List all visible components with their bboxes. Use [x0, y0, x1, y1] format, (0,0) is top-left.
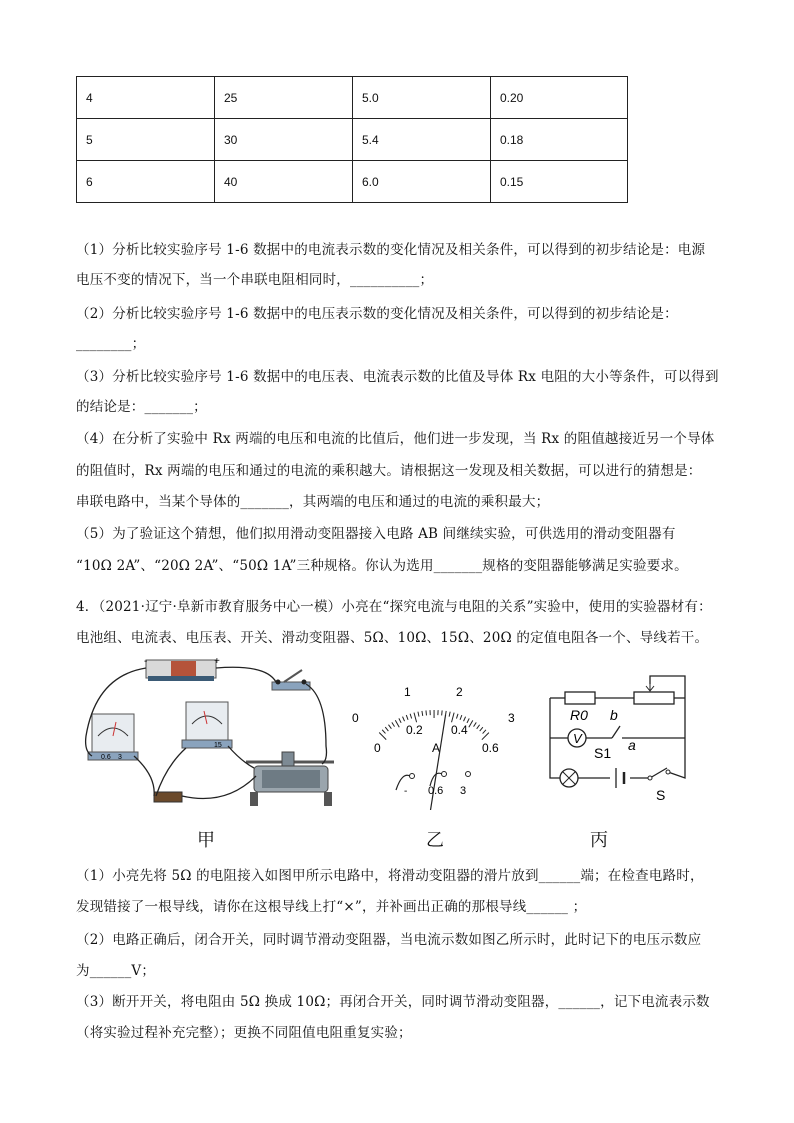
table-cell: 4 — [77, 77, 215, 119]
dial-top-label: 3 — [508, 711, 515, 725]
table-cell: 0.18 — [491, 119, 628, 161]
table-cell: 40 — [215, 161, 353, 203]
dial-unit-label: A — [432, 741, 441, 755]
table-cell: 5.0 — [353, 77, 491, 119]
label-b: b — [610, 707, 618, 723]
table-cell: 6.0 — [353, 161, 491, 203]
q3-line: （1）分析比较实验序号 1-6 数据中的电流表示数的变化情况及相关条件，可以得到的初步结论是：电源 — [76, 242, 706, 258]
switch-icon — [272, 670, 310, 690]
label-r0: R0 — [570, 707, 588, 723]
table-row — [77, 119, 628, 161]
label-v: V — [573, 731, 582, 746]
q3-line: 的结论是：_______； — [76, 399, 207, 415]
q4-line: （3）断开开关，将电阻由 5Ω 换成 10Ω；再闭合开关，同时调节滑动变阻器，______，记下电流表示数 — [76, 994, 710, 1010]
dial-top-label: 2 — [456, 685, 463, 699]
dial-bottom-label: 0.2 — [406, 723, 423, 737]
battery-plus-label: + — [214, 656, 220, 667]
q4-line: 发现错接了一根导线，请你在这根导线上打“×”，并补画出正确的那根导线______ ； — [76, 899, 587, 915]
q4-line: （2）电路正确后，闭合开关，同时调节滑动变阻器，当电流示数如图乙所示时，此时记下的电压示数应 — [76, 932, 702, 948]
switch-s-symbol — [650, 768, 667, 778]
q3-line: （5）为了验证这个猜想，他们拟用滑动变阻器接入电路 AB 间继续实验，可供选用的滑动变阻器有 — [76, 526, 676, 542]
terminal-label: - — [404, 786, 408, 797]
circuit-wires — [550, 676, 685, 778]
dial-tick — [442, 710, 443, 715]
dial-top-label: 0 — [352, 711, 359, 725]
dial-tick — [410, 714, 412, 719]
dial-tick — [403, 717, 405, 722]
dial-tick — [406, 715, 408, 720]
dial-tick — [382, 730, 385, 734]
ammeter-terminal-label: 3 — [118, 754, 122, 761]
q3-line: “10Ω 2A”、“20Ω 2A”、“50Ω 1A”三种规格。你认为选用_______规格的变阻器能够满足实验要求。 — [76, 558, 688, 574]
ammeter-terminal-label: 0.6 — [101, 754, 111, 761]
q3-line: 电压不变的情况下，当一个串联电阻相同时，__________； — [76, 272, 434, 288]
figure-caption-yi: 乙 — [426, 830, 444, 851]
dial-tick — [449, 712, 450, 717]
apparatus-figure — [76, 656, 346, 816]
table-cell: 5 — [77, 119, 215, 161]
terminal-label: 0.6 — [428, 785, 444, 797]
q3-line: （3）分析比较实验序号 1-6 数据中的电压表、电流表示数的比值及导体 Rx 电阻的大小等条件，可以得到 — [76, 369, 719, 385]
dial-tick — [414, 713, 417, 723]
figure-caption-bing: 丙 — [590, 830, 608, 851]
problem4-line: 电池组、电流表、电压表、开关、滑动变阻器、5Ω、10Ω、15Ω、20Ω 的定值电阻各一个、导线若干。 — [76, 630, 709, 646]
dial-tick — [418, 712, 419, 717]
rheostat-icon — [246, 752, 334, 806]
ammeter-device-icon — [88, 714, 138, 760]
q4-line: （将实验过程补充完整）；更换不同阻值电阻重复实验； — [76, 1025, 412, 1041]
dial-tick — [474, 722, 477, 726]
dial-tick — [483, 730, 486, 734]
battery-minus-label: - — [144, 656, 148, 667]
dial-tick — [460, 715, 462, 720]
table-row — [77, 161, 628, 203]
dial-tick — [422, 711, 423, 716]
table-cell: 0.20 — [491, 77, 628, 119]
dial-scale-ticks — [379, 710, 489, 740]
dial-tick — [477, 725, 480, 729]
label-s1: S1 — [594, 745, 612, 761]
q4-line: （1）小亮先将 5Ω 的电阻接入如图甲所示电路中，将滑动变阻器的滑片放到______端；在检查电路时， — [76, 868, 704, 884]
dial-tick — [469, 720, 473, 727]
voltmeter-device-icon — [182, 702, 232, 748]
dial-tick — [426, 710, 427, 715]
dial-tick — [395, 720, 399, 727]
problem4-line: 4．（2021·辽宁·阜新市教育服务中心一模）小亮在“探究电流与电阻的关系”实验中，使用的实验器材有： — [76, 599, 712, 615]
q3-line: （2）分析比较实验序号 1-6 数据中的电压表示数的变化情况及相关条件，可以得到的初步结论是： — [76, 306, 678, 322]
dial-bottom-label: 0.4 — [451, 723, 468, 737]
table-cell: 30 — [215, 119, 353, 161]
dial-tick — [452, 713, 455, 723]
resistor-r0-icon — [565, 692, 595, 704]
q3-line: ________； — [76, 336, 146, 352]
dial-tick — [456, 714, 458, 719]
dial-bottom-label: 0 — [374, 741, 381, 755]
slider-arrow-icon — [646, 684, 654, 691]
dial-tick — [480, 727, 483, 731]
rheostat-symbol-icon — [634, 692, 674, 704]
q3-line: 的阻值时，Rx 两端的电压和通过的电流的乘积越大。请根据这一发现及相关数据，可以进行的猜想是： — [76, 463, 702, 479]
table-row — [77, 77, 628, 119]
table-cell: 6 — [77, 161, 215, 203]
dial-tick — [392, 722, 395, 726]
circuit-diagram-figure — [540, 668, 700, 808]
label-a: a — [628, 737, 636, 753]
dial-bottom-label: 0.6 — [482, 741, 499, 755]
ammeter-dial-figure — [346, 680, 526, 810]
dial-tick — [399, 718, 401, 722]
q4-line: 为______V； — [76, 963, 156, 979]
battery-icon — [146, 660, 216, 681]
dial-tick — [464, 717, 466, 722]
dial-tick — [385, 727, 388, 731]
figure-caption-jia: 甲 — [197, 830, 215, 851]
terminal-label: 3 — [460, 785, 467, 797]
dial-top-label: 1 — [404, 685, 411, 699]
table-cell: 0.15 — [491, 161, 628, 203]
q3-line: （4）在分析了实验中 Rx 两端的电压和电流的比值后，他们进一步发现，当 Rx 的阻值越接近另一个导体 — [76, 431, 715, 447]
q3-line: 串联电路中，当某个导体的_______，其两端的电压和通过的电流的乘积最大； — [76, 494, 550, 510]
resistor-icon — [154, 792, 182, 802]
voltmeter-terminal-label: 15 — [214, 742, 222, 749]
dial-tick — [388, 725, 391, 729]
table-cell: 5.4 — [353, 119, 491, 161]
data-table — [76, 76, 628, 203]
label-s: S — [656, 787, 666, 803]
table-cell: 25 — [215, 77, 353, 119]
